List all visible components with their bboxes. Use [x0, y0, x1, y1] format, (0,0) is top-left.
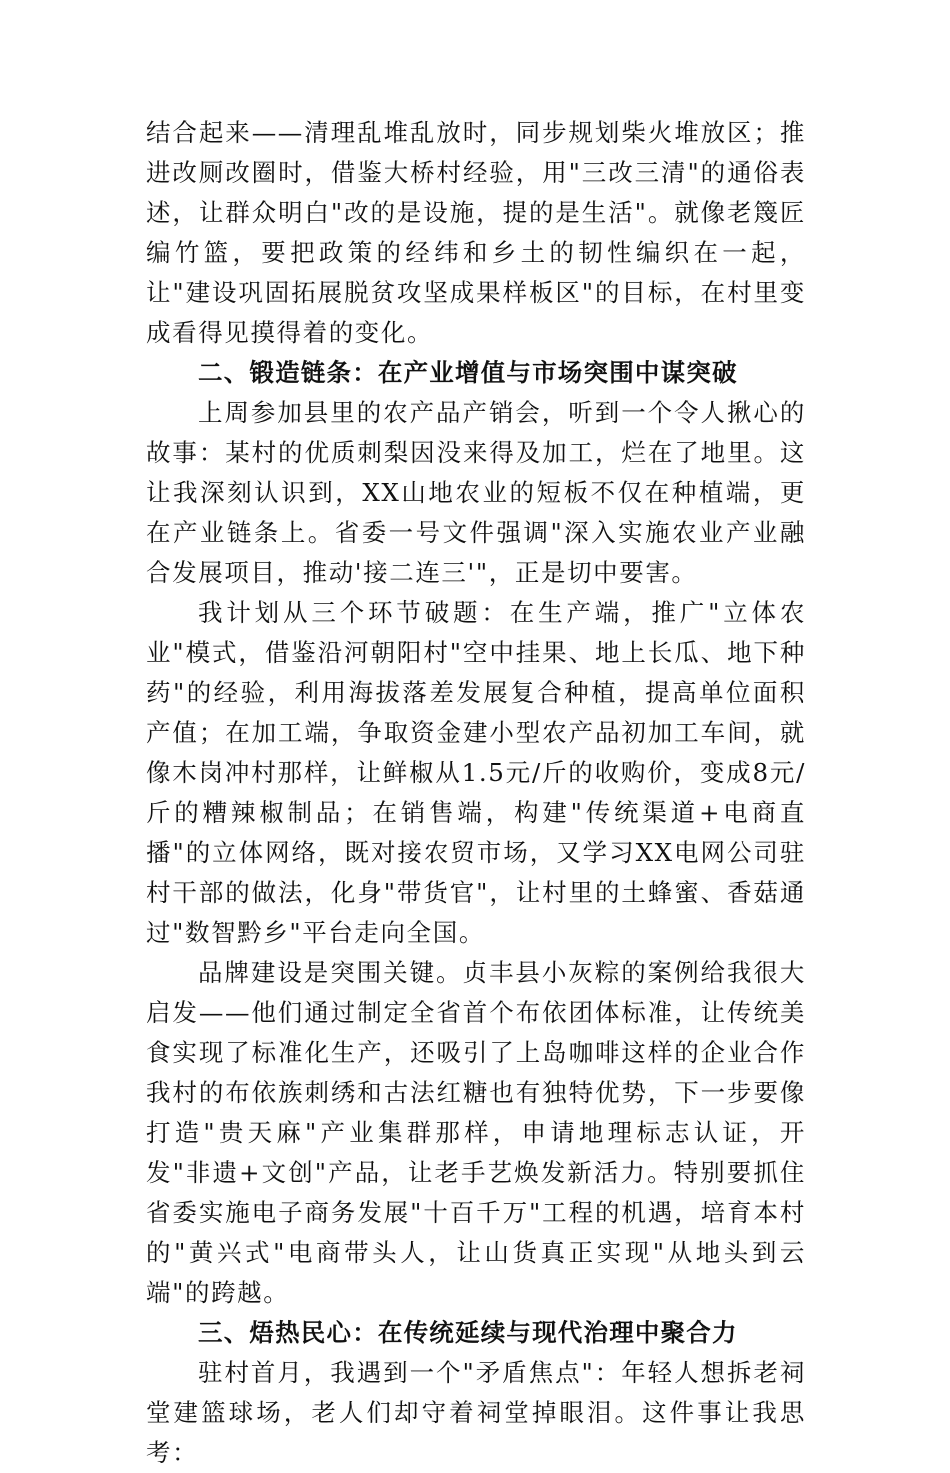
document-body — [146, 113, 806, 1473]
paragraph-first-month: 驻村首月，我遇到一个"矛盾焦点"：年轻人想拆老祠堂建篮球场，老人们却守着祠堂掉眼泪。这件事让我思考： — [146, 1358, 806, 1467]
section-heading-2: 二、锻造链条：在产业增值与市场突围中谋突破 — [198, 358, 738, 387]
paragraph-three-links-plan: 我计划从三个环节破题：在生产端，推广"立体农业"模式，借鉴沿河朝阳村"空中挂果、地上长瓜、地下种药"的经验，利用海拔落差发展复合种植，提高单位面积产值；在加工端，争取资金建小型农产品初加工车间，就像木岗冲村那样，让鲜椒从1.5元/斤的收购价，变成8元/斤的糟辣椒制品；在销售端，构建"传统渠道+电商直播"的立体网络，既对接农贸市场，又学习XX电网公司驻村干部的做法，化身"带货官"，让村里的土蜂蜜、香菇通过"数智黔乡"平台走向全国。 — [146, 598, 806, 947]
paragraph-continuation: 结合起来——清理乱堆乱放时，同步规划柴火堆放区；推进改厕改圈时，借鉴大桥村经验，用"三改三清"的通俗表述，让群众明白"改的是设施，提的是生活"。就像老篾匠编竹篮，要把政策的经纬和乡土的韧性编织在一起，让"建设巩固拓展脱贫攻坚成果样板区"的目标，在村里变成看得见摸得着的变化。 — [146, 118, 806, 347]
paragraph-brand-building: 品牌建设是突围关键。贞丰县小灰粽的案例给我很大启发——他们通过制定全省首个布依团体标准，让传统美食实现了标准化生产，还吸引了上岛咖啡这样的企业合作我村的布依族刺绣和古法红糖也有独特优势，下一步要像打造"贵天麻"产业集群那样，申请地理标志认证，开发"非遗+文创"产品，让老手艺焕发新活力。特别要抓住省委实施电子商务发展"十百千万"工程的机遇，培育本村的"黄兴式"电商带头人，让山货真正实现"从地头到云端"的跨越。 — [146, 958, 806, 1307]
section-heading-3: 三、焐热民心：在传统延续与现代治理中聚合力 — [198, 1318, 738, 1347]
paragraph-sales-meeting: 上周参加县里的农产品产销会，听到一个令人揪心的故事：某村的优质刺梨因没来得及加工，烂在了地里。这让我深刻认识到，XX山地农业的短板不仅在种植端，更在产业链条上。省委一号文件强调"深入实施农业产业融合发展项目，推动'接二连三'"，正是切中要害。 — [146, 398, 806, 587]
